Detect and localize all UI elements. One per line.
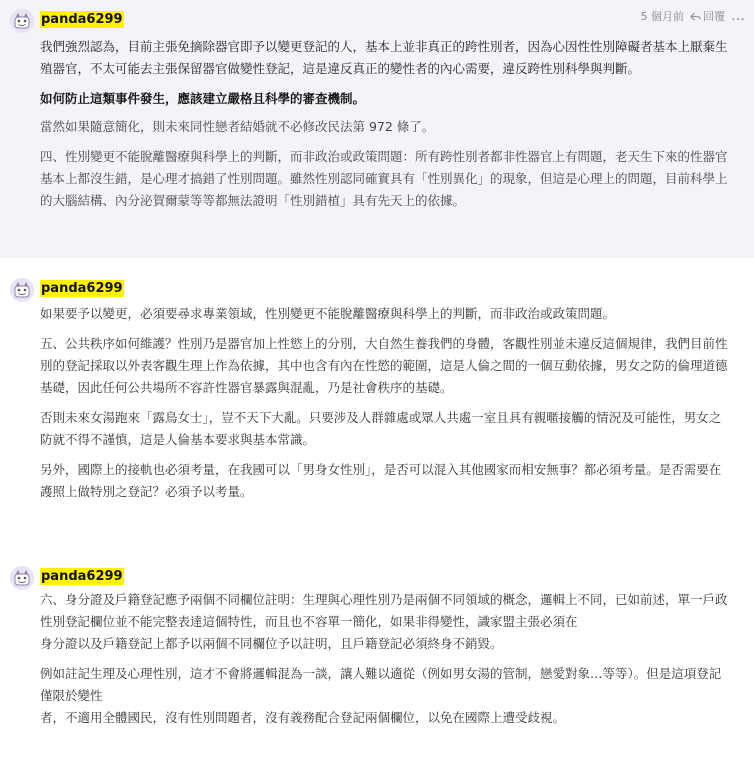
comment-paragraph: 六、身分證及戶籍登記應予兩個不同欄位註明：生理與心理性別乃是兩個不同領域的概念，邏輯上不同，已如前述，單一戶政性別登記欄位並不能完整表達這個特性，而且也不容單一簡化，如果非得變性，識家盟主張必須在 身分證以及戶籍登記上都予以兩個不同欄位予以註明，且戶籍登記必須終身不銷毀。	[40, 592, 728, 651]
comment-paragraph: 例如註記生理及心理性別，這才不會將邏輯混為一談，讓人難以適從（例如男女湯的管制，戀愛對象…等等）。但是這項登記僅限於變性 者，不適用全體國民，沒有性別問題者，沒有義務配合登記兩個欄位，以免在國際上遭受歧視。	[40, 666, 722, 725]
comment-paragraph: 另外，國際上的接軌也必須考量，在我國可以「男身女性別」，是否可以混入其他國家而相安無事？都必須考量。是否需要在護照上做特別之登記？必須予以考量。	[40, 462, 722, 499]
comment-body	[40, 36, 728, 220]
reply-button[interactable]	[690, 8, 725, 24]
comment-paragraph: 當然如果隨意簡化，則未來同性戀者結婚就不必修改民法第 972 條了。	[40, 119, 435, 134]
comment-2	[0, 270, 754, 552]
username[interactable]: panda6299	[41, 12, 123, 27]
timestamp: 5 個月前	[640, 10, 684, 23]
user-avatar[interactable]	[10, 566, 34, 590]
user-avatar[interactable]	[10, 9, 34, 33]
username[interactable]: panda6299	[41, 281, 123, 296]
user-avatar[interactable]	[10, 278, 34, 302]
avatar-face-icon	[10, 9, 34, 33]
comment-paragraph-bold: 如何防止這類事件發生，應該建立嚴格且科學的審查機制。	[40, 91, 366, 106]
username[interactable]: panda6299	[41, 569, 123, 584]
more-options-button[interactable]: …	[731, 7, 744, 24]
comment-paragraph: 如果要予以變更，必須要尋求專業領域，性別變更不能脫離醫療與科學上的判斷，而非政治或政策問題。	[40, 306, 616, 321]
avatar-face-icon	[10, 278, 34, 302]
comment-paragraph: 我們強烈認為，目前主張免摘除器官即予以變更登記的人，基本上並非真正的跨性別者，因為心因性性別障礙者基本上厭棄生殖器官，不太可能去主張保留器官做變性登記，這是違反真正的變性者的內心需要，違反跨性別科學與判斷。	[40, 39, 728, 76]
comment-paragraph: 五、公共秩序如何維護？性別乃是器官加上性慾上的分別，大自然生養我們的身體，客觀性別並未違反這個規律，我們目前性別的登記採取以外表客觀生理上作為依據，其中也含有內在性慾的範圍，這是人倫之間的一個互動依據，男女之防的倫理道德基礎，因此任何公共場所不容許性器官暴露與混亂，乃是社會秩序的基礎。	[40, 336, 728, 395]
comment-paragraph: 四、性別變更不能脫離醫療與科學上的判斷，而非政治或政策問題：所有跨性別者都非性器官上有問題，老天生下來的性器官基本上都沒生錯，是心理才搞錯了性別問題。雖然性別認同確實具有「性別異化」的現象，但這是心理上的問題，目前科學上的大腦結構、內分泌賀爾蒙等等都無法證明「性別錯植」具有先天上的依據。	[40, 149, 728, 208]
comment-paragraph: 否則未來女湯跑來「露鳥女士」，豈不天下大亂。只要涉及人群雜處或眾人共處一室且具有親暱接觸的情況及可能性，男女之防就不得不謹慎，這是人倫基本要求與基本常識。	[40, 410, 722, 447]
avatar-face-icon	[10, 566, 34, 590]
comment-body	[40, 589, 728, 737]
reply-label: 回覆	[703, 10, 725, 23]
comment-body	[40, 303, 728, 511]
reply-icon	[690, 11, 701, 22]
comment-3	[0, 560, 754, 760]
comment-1	[0, 0, 754, 258]
comment-meta	[641, 8, 745, 24]
